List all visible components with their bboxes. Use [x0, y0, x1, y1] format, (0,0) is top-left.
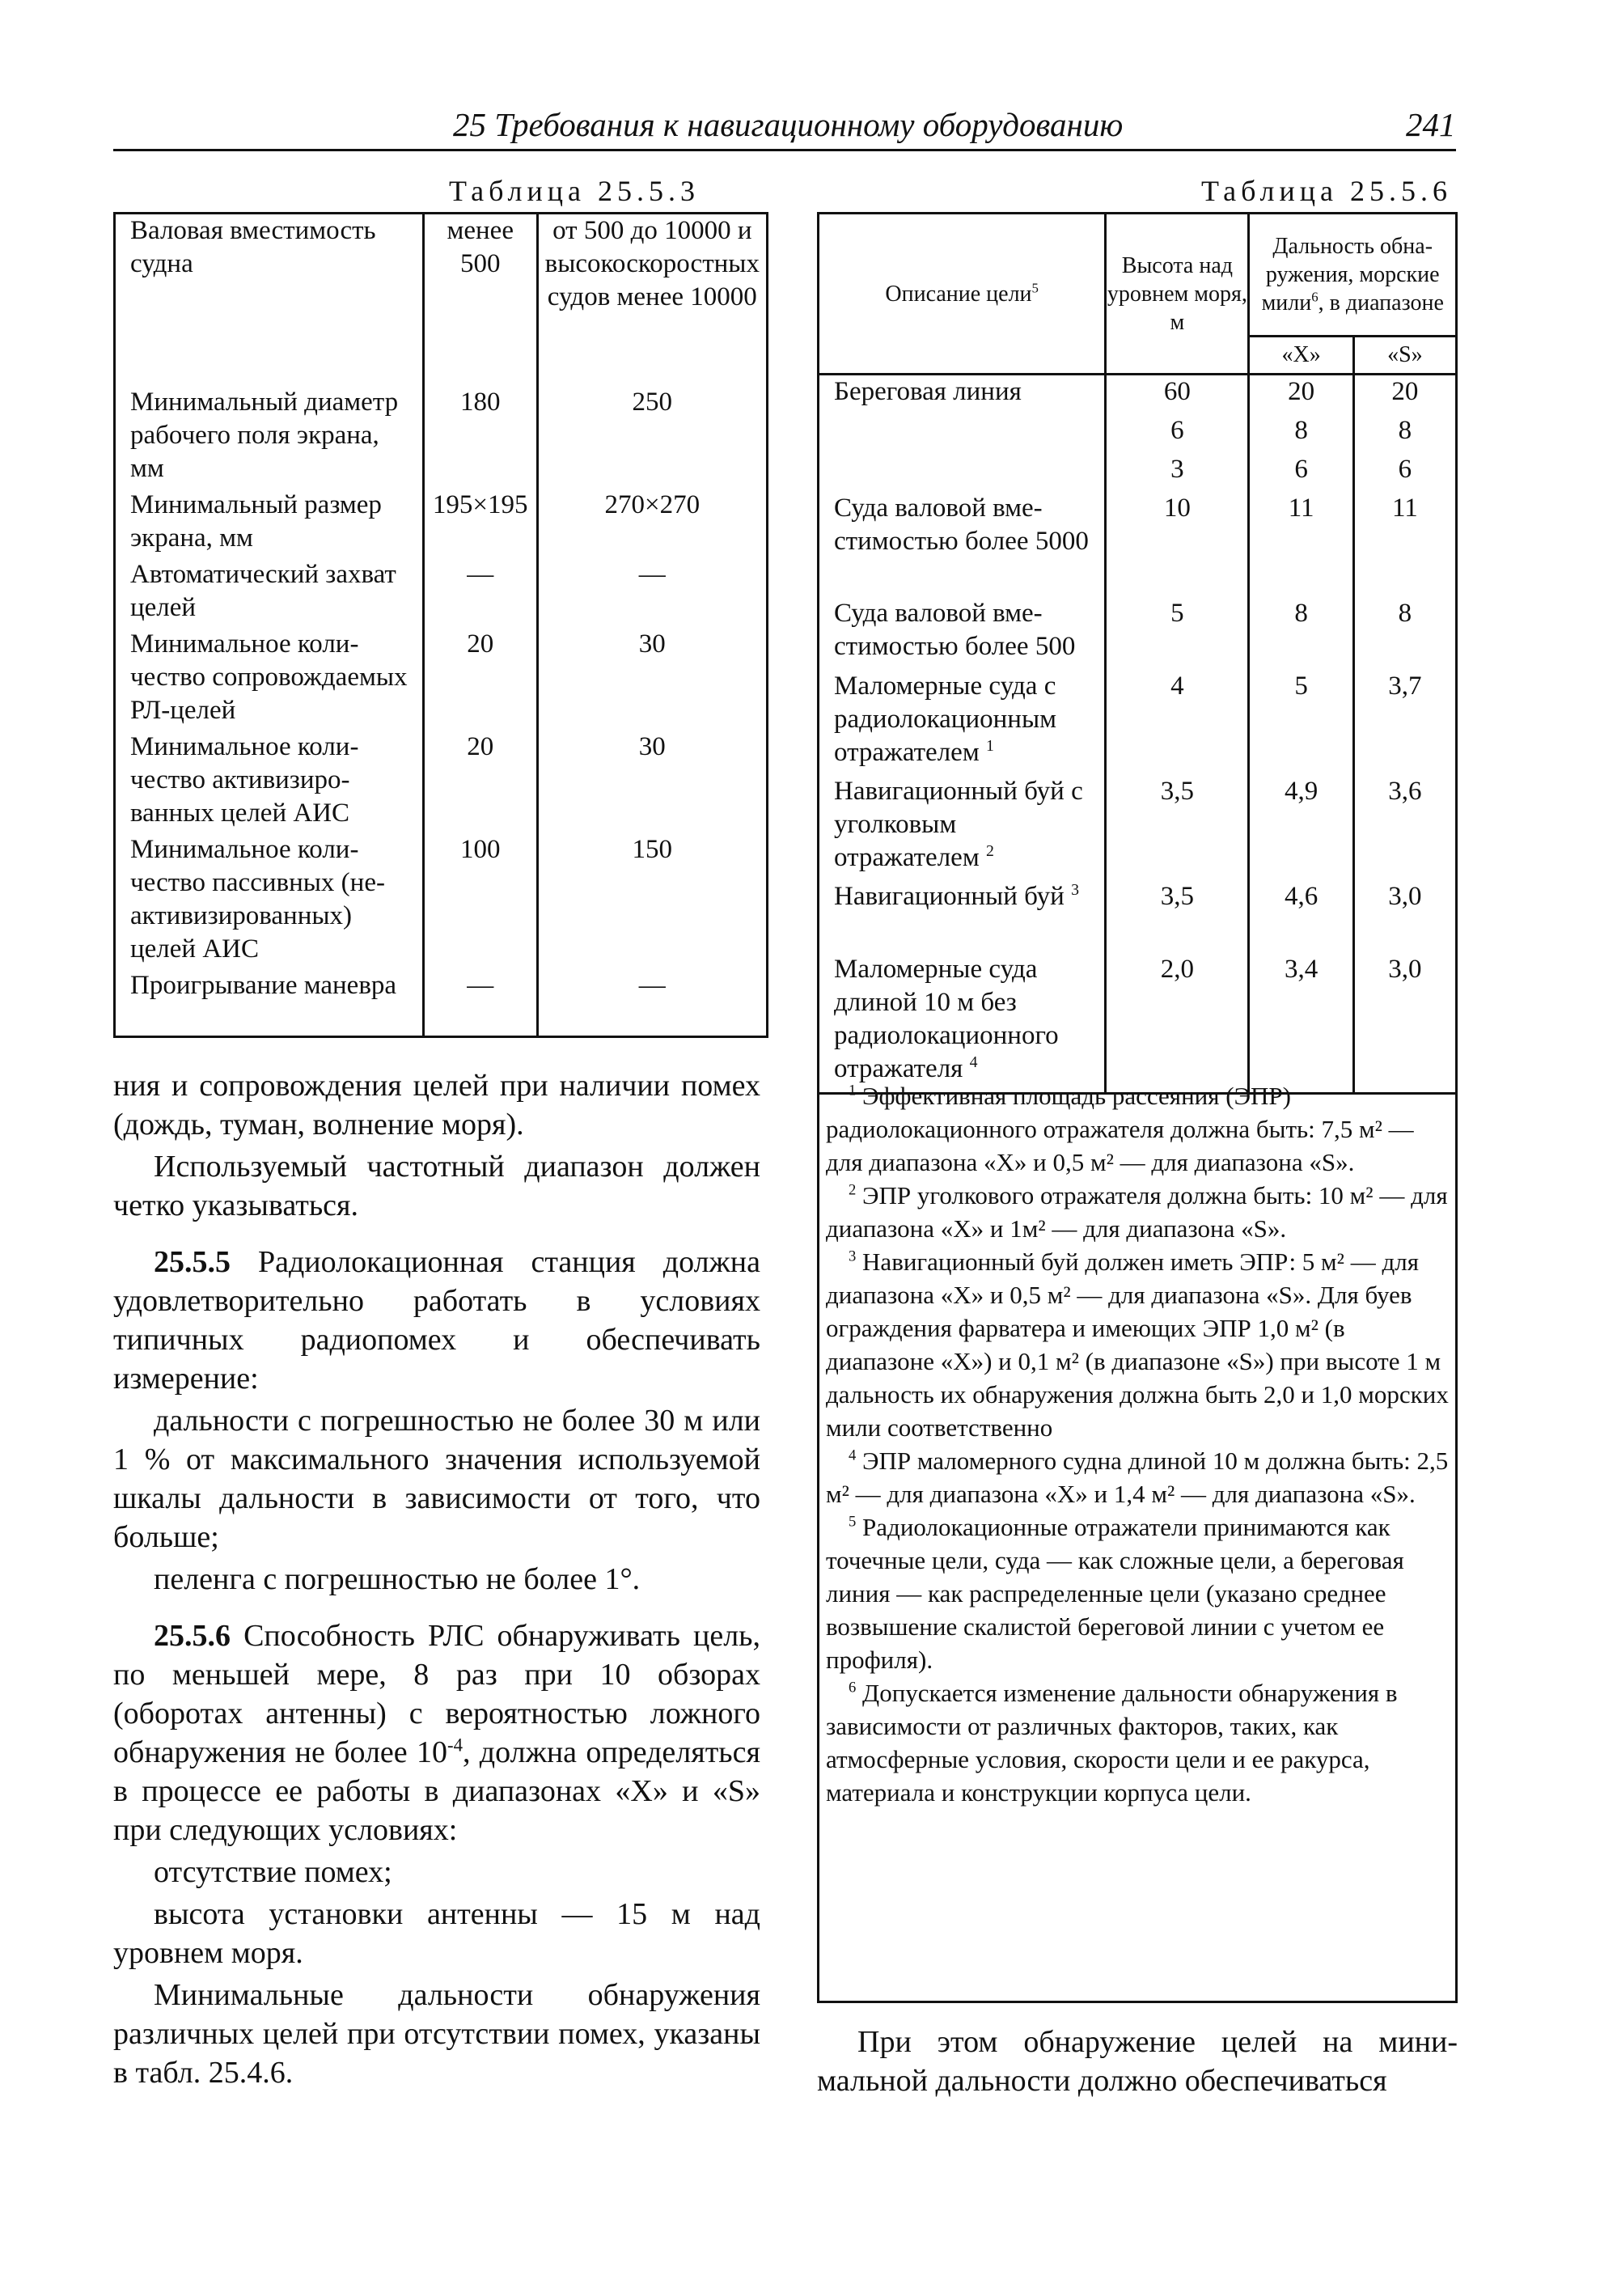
table2-cell: 10	[1106, 492, 1249, 597]
table1-cell: 250	[537, 383, 767, 485]
table1-row	[115, 485, 768, 555]
table2-cell: 2,0	[1106, 953, 1249, 1094]
table2-row	[819, 953, 1457, 1094]
table2-cell: 3,7	[1353, 670, 1456, 775]
paragraph-25-5-6: 25.5.6 Способность РЛС обнаруживать цель, по меньшей мере, 8 раз при 10 обзорах (оборотах антенны) с вероятностью ложного обнаружения не более $10^{-4}$, должна определяться в процессе ее работы в диапазонах «X» и «S» при следующих условиях:	[113, 1619, 760, 1847]
table2-cell: 60	[1106, 375, 1249, 415]
table2-cell: 20	[1249, 375, 1353, 415]
table1-cell: 20	[423, 727, 537, 830]
table1-cell: 30	[537, 625, 767, 727]
table1-cell: 150	[537, 830, 767, 966]
target-description: Навигационный буй	[834, 882, 1065, 911]
table2-cell	[819, 375, 1106, 415]
table1-cell: —	[537, 966, 767, 1037]
table-25-5-3	[113, 212, 768, 1038]
footnote-number: 1	[849, 1082, 857, 1099]
table2-cell: 3,4	[1249, 953, 1353, 1094]
table1-caption: Таблица 25.5.3	[449, 175, 700, 207]
table2-head-band-x: «X»	[1249, 336, 1353, 374]
footnote-number: 2	[849, 1181, 857, 1199]
paragraph: ния и сопровождения целей при наличии помех (дождь, туман, волнение моря).	[113, 1069, 760, 1142]
table1-head-cell: Валовая вместимость судна	[115, 214, 424, 383]
footnote-6	[819, 1676, 1455, 1809]
table2-cell: 8	[1249, 597, 1353, 670]
table2-head-height: Высота над уровнем моря, м	[1106, 214, 1249, 375]
table1-cell: 195×195	[423, 485, 537, 555]
table2-row	[819, 775, 1457, 880]
table2-cell	[819, 775, 1106, 880]
table1-cell: —	[423, 966, 537, 1037]
table2-cell: 6	[1106, 414, 1249, 453]
section-number: 25.5.5	[154, 1245, 231, 1279]
target-description: Маломерные суда с радиолокационным отражателем	[834, 671, 1057, 767]
table2-cell: 3	[1106, 453, 1249, 492]
table1-cell: 180	[423, 383, 537, 485]
table2-cell: 20	[1353, 375, 1456, 415]
target-description: Береговая линия	[834, 377, 1022, 406]
table2-cell: 11	[1353, 492, 1456, 597]
table2-row	[819, 453, 1457, 492]
section-number: 25.5.6	[154, 1619, 231, 1653]
table2-row	[819, 492, 1457, 597]
table2-cell: 11	[1249, 492, 1353, 597]
table2-cell: 5	[1249, 670, 1353, 775]
table1-row	[115, 966, 768, 1037]
footnote-5	[819, 1510, 1455, 1676]
table1-row	[115, 555, 768, 625]
table1-cell: Минимальный диаметр рабочего поля экрана, мм	[115, 383, 424, 485]
left-column-text	[113, 1066, 760, 2095]
paragraph: Используемый частотный диапазон должен четко указываться.	[113, 1150, 760, 1222]
table2-cell	[819, 453, 1106, 492]
table1-cell: —	[423, 555, 537, 625]
footnote-number: 6	[849, 1679, 857, 1697]
table2-cell	[819, 670, 1106, 775]
table1-head-cell: менее 500	[423, 214, 537, 383]
footnote-ref: 3	[1071, 881, 1079, 899]
table1-cell: Проигрывание маневра	[115, 966, 424, 1037]
table2-row	[819, 670, 1457, 775]
table1-cell: Минимальное количество активизированных целей АИС	[115, 727, 424, 830]
table2-cell	[819, 414, 1106, 453]
table2-cell: 3,0	[1353, 953, 1456, 1094]
page-number: 241	[1406, 106, 1456, 143]
table1-row	[115, 830, 768, 966]
table1-head-cell: от 500 до 10000 и высокоскоростных судов менее 10000	[537, 214, 767, 383]
table1-cell: 20	[423, 625, 537, 727]
table2-cell: 8	[1249, 414, 1353, 453]
table2-cell	[819, 880, 1106, 953]
table2-row	[819, 880, 1457, 953]
table2-row	[819, 414, 1457, 453]
footnote-ref: 4	[969, 1053, 978, 1071]
table2-cell: 5	[1106, 597, 1249, 670]
table1-cell: 270×270	[537, 485, 767, 555]
table1-cell: —	[537, 555, 767, 625]
table2-cell: 4,9	[1249, 775, 1353, 880]
table2-caption: Таблица 25.5.6	[1201, 175, 1452, 207]
footnote-3	[819, 1245, 1455, 1444]
table2-cell: 4	[1106, 670, 1249, 775]
table2-cell: 6	[1249, 453, 1353, 492]
table1-cell: Минимальное количество сопровождаемых РЛ-целей	[115, 625, 424, 727]
footnote-text: ЭПР маломерного судна длиной 10 м должна быть: 2,5 м² — для диапазона «X» и 1,4 м² — для диапазона «S».	[826, 1447, 1449, 1508]
paragraph-25-5-5: 25.5.5 Радиолокационная станция должна удовлетворительно работать в условиях типичных радиопомех и обеспечивать измерение:	[113, 1245, 760, 1396]
footnote-text: Эффективная площадь рассеяния (ЭПР) радиолокационного отражателя должна быть: 7,5 м² — для диапазона «X» и 0,5 м² — для диапазона «S».	[826, 1082, 1414, 1176]
table1-row	[115, 727, 768, 830]
footnote-text: Допускается изменение дальности обнаружения в зависимости от различных факторов, таких, как атмосферные условия, скорости цели и ее ракурса, материала и конструкции корпуса цели.	[826, 1679, 1398, 1807]
footnote-4	[819, 1444, 1455, 1510]
table2-row	[819, 597, 1457, 670]
table2-cell	[819, 492, 1106, 597]
footnote-number: 4	[849, 1447, 857, 1464]
table-25-5-6	[817, 212, 1458, 1095]
running-header-title: 25 Требования к навигационному оборудованию	[453, 106, 1124, 143]
target-description: Навигационный буй с уголковым отражателем	[834, 777, 1083, 872]
table1-cell: Минимальный размер экрана, мм	[115, 485, 424, 555]
table2-head-band-s: «S»	[1353, 336, 1456, 374]
table2-cell: 8	[1353, 597, 1456, 670]
table1-cell: Автоматический захват целей	[115, 555, 424, 625]
table1-row	[115, 383, 768, 485]
footnote-number: 3	[849, 1248, 857, 1265]
target-description: Маломерные суда длиной 10 м без радиолокационного отражателя	[834, 955, 1059, 1083]
paragraph: При этом обнаружение целей на минимальной дальности должно обеспечиваться	[817, 2025, 1458, 2098]
paragraph: дальности с погрешностью не более 30 м или 1 % от максимального значения используемой шкалы дальности в зависимости от того, что больше;	[113, 1404, 760, 1554]
footnote-text: ЭПР уголкового отражателя должна быть: 10 м² — для диапазона «X» и 1м² — для диапазона «S».	[826, 1181, 1448, 1243]
table2-cell: 3,6	[1353, 775, 1456, 880]
footnote-text: Навигационный буй должен иметь ЭПР: 5 м² — для диапазона «X» и 0,5 м² — для диапазона «S». Для буев ограждения фарватера и имеющих ЭПР 1,0 м² (в диапазоне «X») и 0,1 м² (в диапазоне «S») при высоте 1 м дальность их обнаружения должна быть 2,0 и 1,0 морских мили соответственно	[826, 1248, 1449, 1442]
table1-row	[115, 625, 768, 727]
footnote-1	[819, 1079, 1455, 1179]
table1-cell: 100	[423, 830, 537, 966]
table2-cell: 6	[1353, 453, 1456, 492]
table2-cell: 3,5	[1106, 775, 1249, 880]
paragraph: высота установки антенны — 15 м над уровнем моря.	[113, 1897, 760, 1970]
footnote-ref: 1	[985, 737, 994, 755]
table1-cell: 30	[537, 727, 767, 830]
table2-cell	[819, 597, 1106, 670]
table2-row	[819, 375, 1457, 415]
footnote-text: Радиолокационные отражатели принимаются как точечные цели, суда — как сложные цели, а береговая линия — как распределенные цели (указано среднее возвышение скалистой береговой линии с учетом ее профиля).	[826, 1513, 1404, 1674]
table2-header-row	[819, 214, 1457, 337]
target-description: Суда валовой вместимостью более 5000	[834, 494, 1089, 556]
paragraph: Минимальные дальности обнаружения различных целей при отсутствии помех, указаны в табл. 25.4.6.	[113, 1978, 760, 2090]
paragraph: пеленга с погрешностью не более 1°.	[154, 1562, 641, 1596]
table1-cell: Минимальное количество пассивных (неактивизированных) целей АИС	[115, 830, 424, 966]
table2-cell: 4,6	[1249, 880, 1353, 953]
right-column-text	[817, 2023, 1458, 2103]
footnote-ref: 2	[985, 842, 994, 860]
table2-footnotes	[817, 1079, 1458, 2003]
footnote-2	[819, 1179, 1455, 1245]
target-description: Суда валовой вместимостью более 500	[834, 599, 1076, 661]
table2-head-description: Описание цели$^5$	[819, 214, 1106, 375]
table2-cell: 3,5	[1106, 880, 1249, 953]
footnote-number: 5	[849, 1513, 857, 1531]
table2-cell	[819, 953, 1106, 1094]
header-rule	[113, 149, 1456, 151]
table2-cell: 8	[1353, 414, 1456, 453]
table2-head-range: Дальность обнаружения, морские мили$^6$, в диапазоне	[1249, 214, 1457, 337]
paragraph: отсутствие помех;	[154, 1855, 392, 1889]
table1-header-row	[115, 214, 768, 383]
table2-cell: 3,0	[1353, 880, 1456, 953]
